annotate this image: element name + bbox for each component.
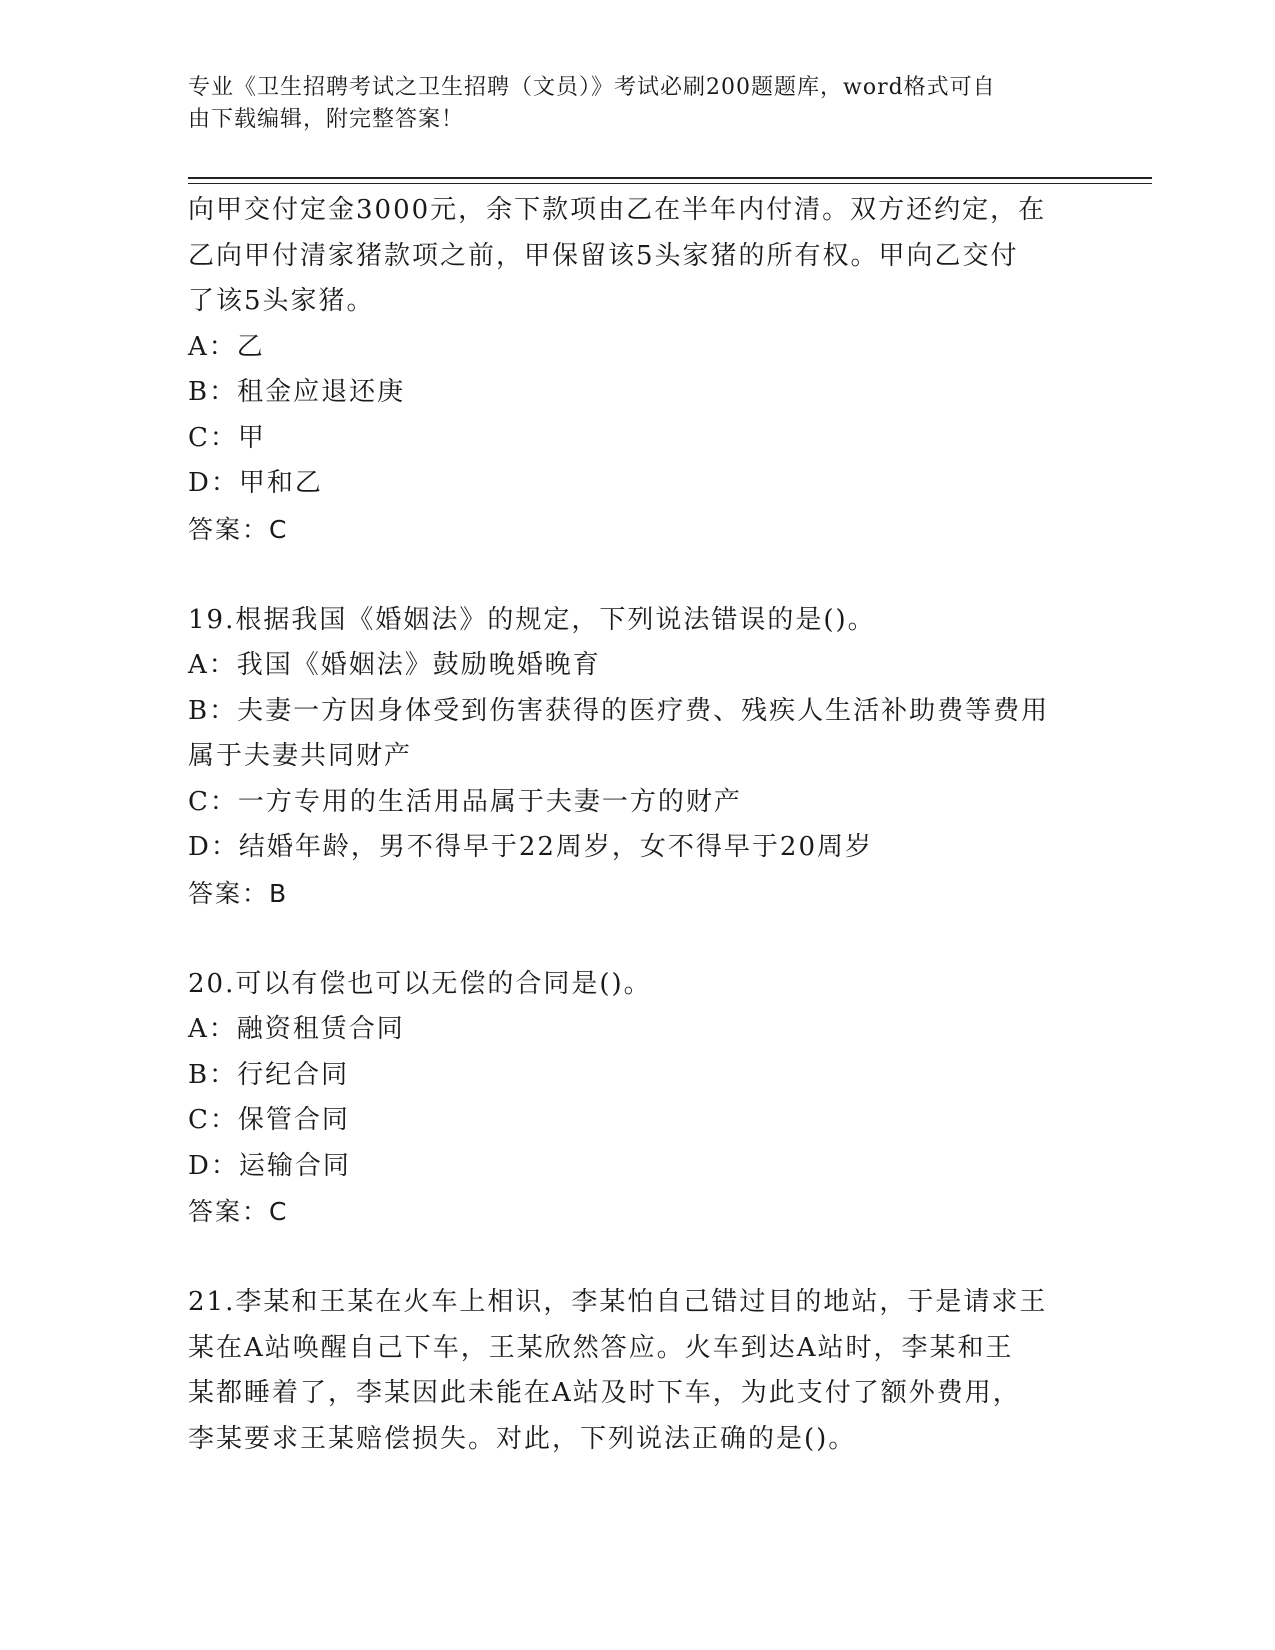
answer: 答案：C	[188, 514, 289, 544]
option-b: B：夫妻一方因身体受到伤害获得的医疗费、残疾人生活补助费等费用	[188, 695, 1050, 726]
option-b: B：行纪合同	[188, 1059, 350, 1090]
option-d: D：甲和乙	[188, 468, 323, 498]
spacer	[188, 552, 1068, 598]
question-stem-line: 21.李某和王某在火车上相识，李某怕自己错过目的地站，于是请求王	[188, 1287, 1048, 1317]
question-19	[188, 598, 1068, 917]
header-line-1: 专业《卫生招聘考试之卫生招聘（文员）》考试必刷200题题库，word格式可自	[188, 75, 996, 100]
answer: 答案：C	[188, 1197, 289, 1226]
question-20	[188, 962, 1068, 1235]
question-18	[188, 188, 1068, 552]
option-b-continued: 属于夫妻共同财产	[188, 741, 413, 771]
header-rule-thick	[188, 177, 1152, 179]
spacer	[188, 1235, 1068, 1281]
header-rule-thin	[188, 183, 1152, 184]
question-stem-line: 李某要求王某赔偿损失。对此，下列说法正确的是()。	[188, 1423, 857, 1454]
question-stem-line: 了该5头家猪。	[188, 286, 375, 316]
option-a: A：我国《婚姻法》鼓励晚婚晚育	[188, 650, 601, 680]
question-stem-line: 向甲交付定金3000元，余下款项由乙在半年内付清。双方还约定，在	[188, 195, 1047, 225]
page-header	[188, 72, 1068, 136]
page-content	[188, 188, 1068, 1462]
question-stem-line: 乙向甲付清家猪款项之前，甲保留该5头家猪的所有权。甲向乙交付	[188, 240, 1019, 271]
question-stem-line: 20.可以有偿也可以无偿的合同是()。	[188, 968, 652, 999]
option-d: D：运输合同	[188, 1150, 351, 1181]
option-d: D：结婚年龄，男不得早于22周岁，女不得早于20周岁	[188, 832, 874, 862]
question-stem-line: 某都睡着了，李某因此未能在A站及时下车，为此支付了额外费用，	[188, 1378, 1021, 1408]
option-c: C：甲	[188, 422, 266, 453]
question-21	[188, 1280, 1068, 1462]
question-stem-line: 某在A站唤醒自己下车，王某欣然答应。火车到达A站时，李某和王	[188, 1332, 1014, 1363]
option-a: A：乙	[188, 331, 265, 362]
spacer	[188, 916, 1068, 962]
option-c: C：一方专用的生活用品属于夫妻一方的财产	[188, 786, 742, 817]
question-stem-line: 19.根据我国《婚姻法》的规定，下列说法错误的是()。	[188, 604, 876, 635]
answer: 答案：B	[188, 878, 289, 908]
option-a: A：融资租赁合同	[188, 1014, 405, 1044]
option-b: B：租金应退还庚	[188, 377, 406, 407]
option-c: C：保管合同	[188, 1105, 350, 1135]
header-line-2: 由下载编辑，附完整答案！	[188, 107, 465, 132]
